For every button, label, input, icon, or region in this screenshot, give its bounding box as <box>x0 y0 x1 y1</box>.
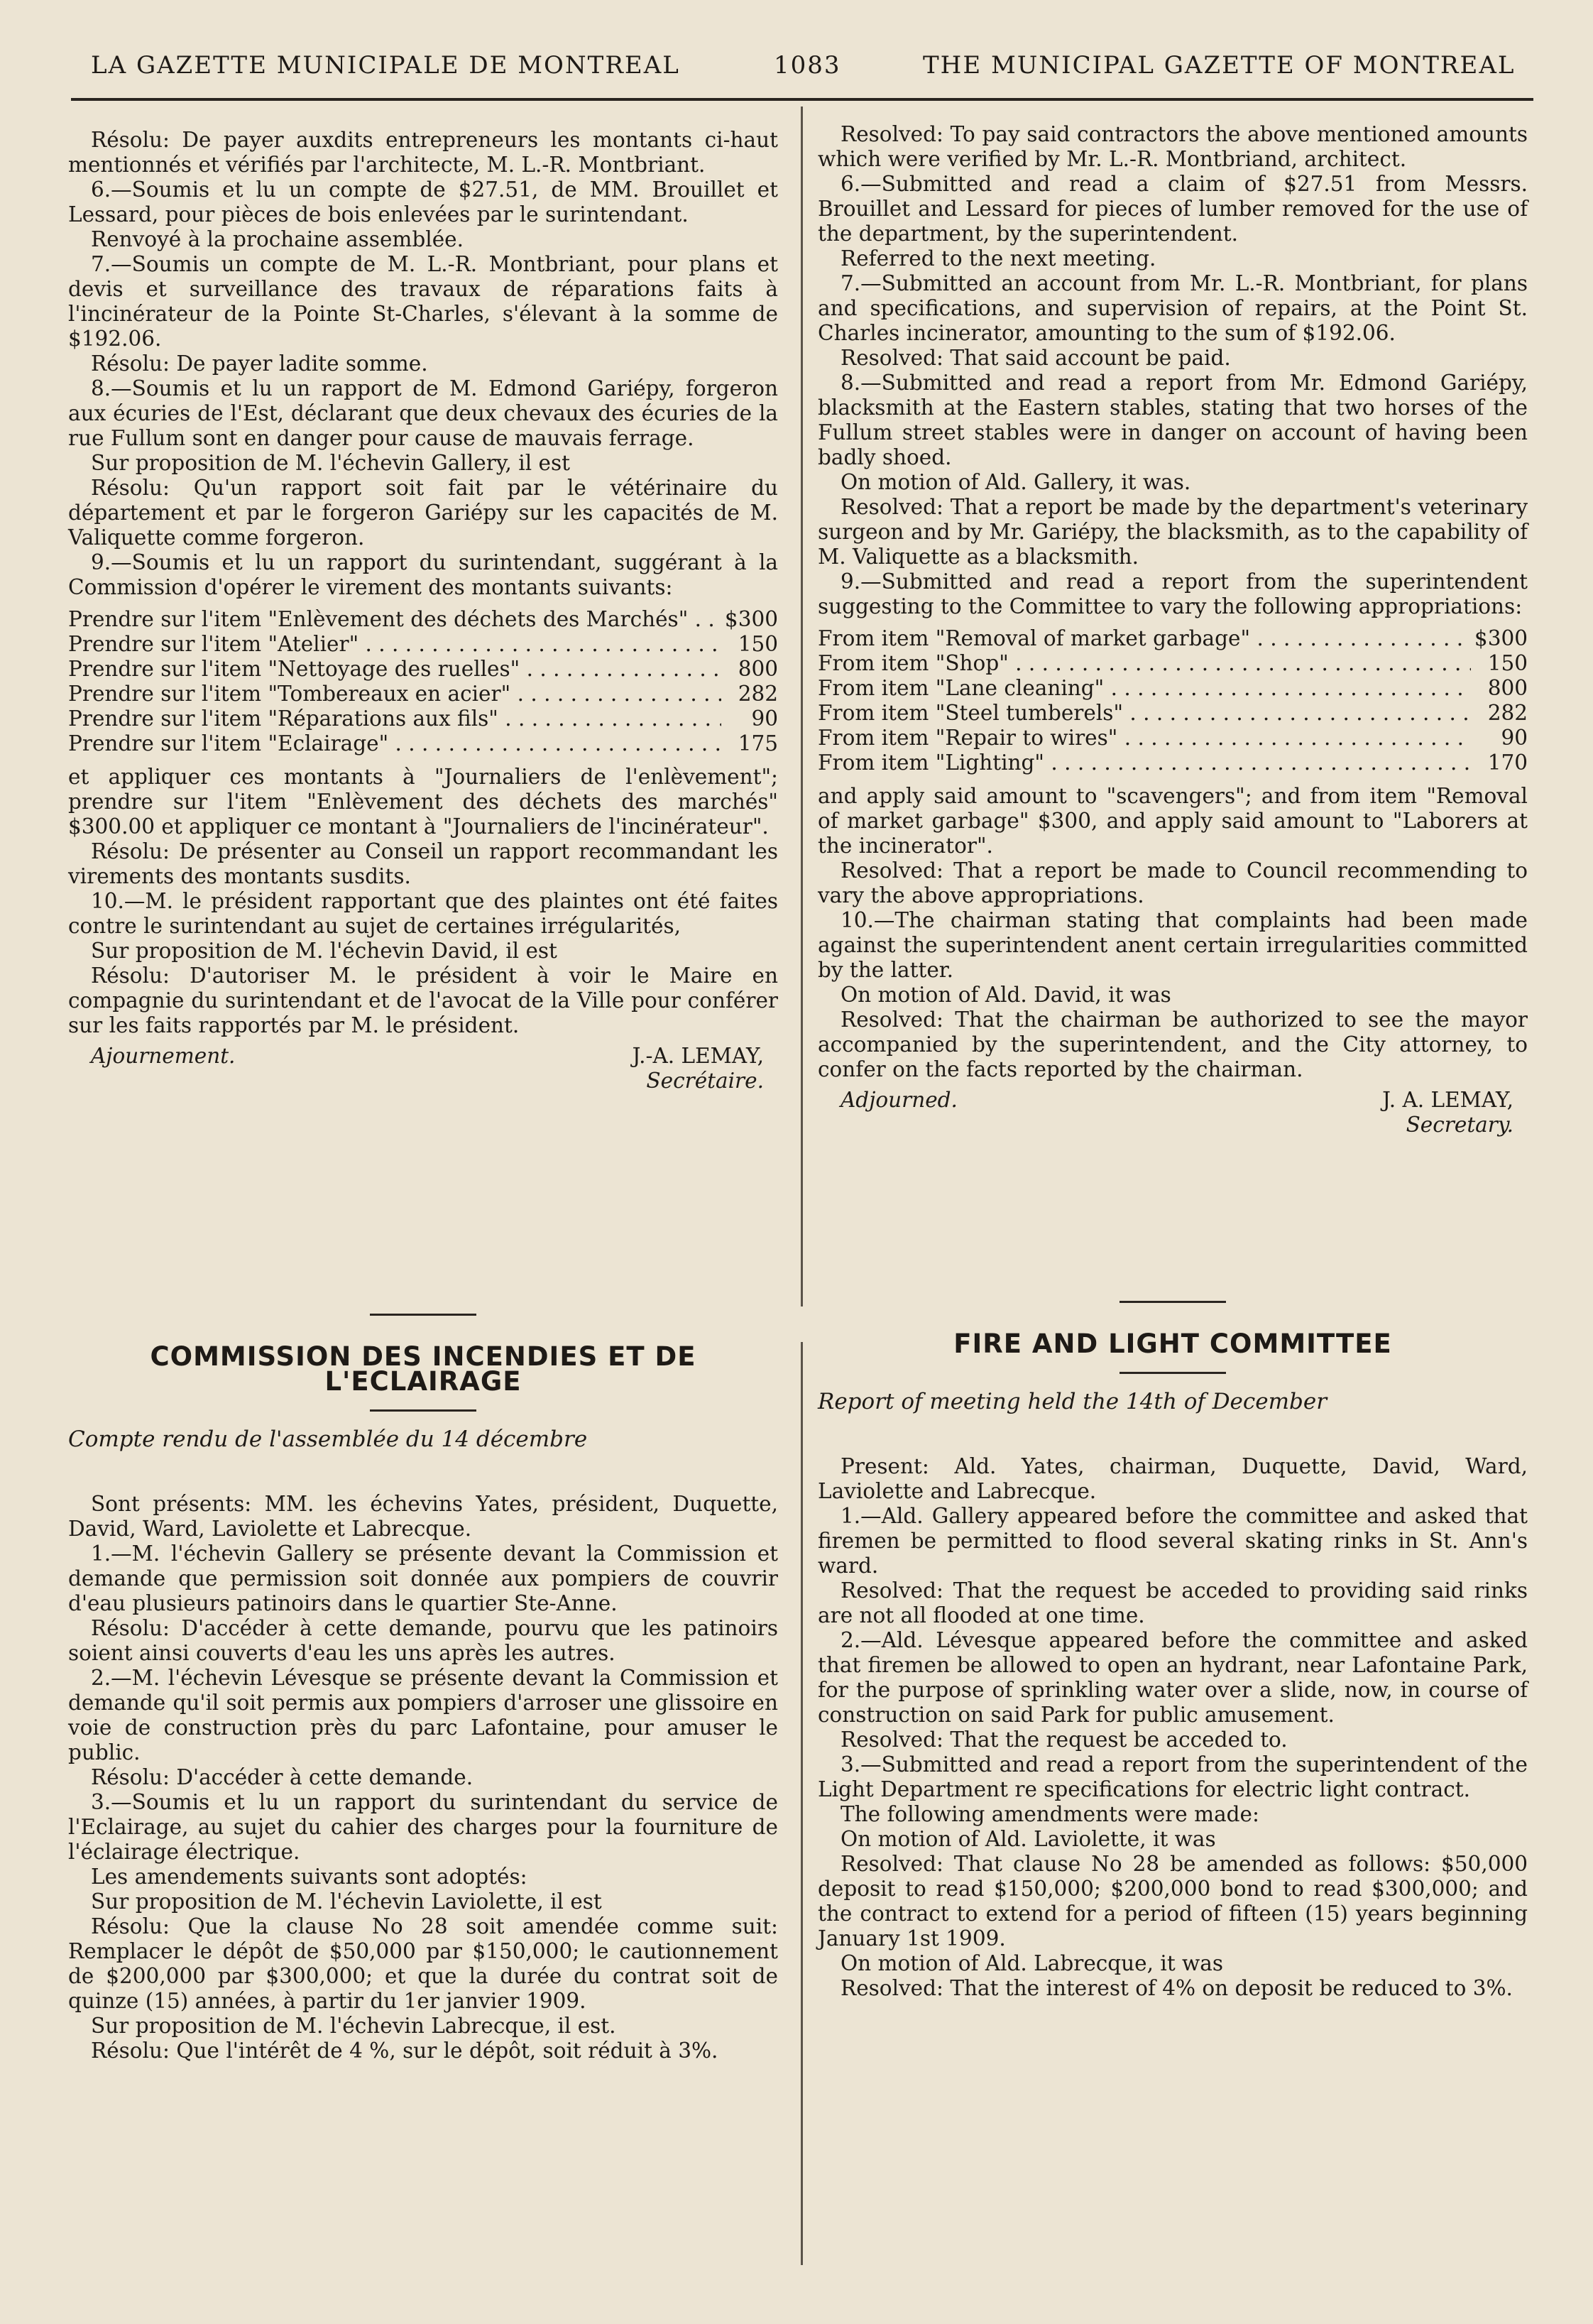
paragraph: 7.—Soumis un compte de M. L.-R. Montbriant, pour plans et devis et surveillance des travaux de réparations faits à l'incinérateur de la Pointe St-Charles, s'élevant à la somme de $192.06. <box>68 252 778 351</box>
list-item: Prendre sur l'item "Tombereaux en acier" . . . 282 <box>68 682 778 707</box>
closing-note: Ajournement. <box>91 1044 236 1068</box>
signature-block <box>68 1044 778 1093</box>
list-item: From item "Repair to wires" . . . 90 <box>818 726 1528 751</box>
list-item: Prendre sur l'item "Eclairage" . . . 175 <box>68 731 778 756</box>
paragraph: Résolu: De présenter au Conseil un rapport recommandant les virements des montants susdits. <box>68 839 778 888</box>
paragraph: 3.—Soumis et lu un rapport du surintendant du service de l'Eclairage, au sujet du cahier des charges pour la fourniture de l'éclairage électrique. <box>68 1790 778 1864</box>
paragraph: 9.—Submitted and read a report from the superintendent suggesting to the Committee to vary the following appropriations: <box>818 569 1528 618</box>
closing-note: Adjourned. <box>841 1088 958 1112</box>
signature-name: J. A. LEMAY, <box>1382 1088 1513 1112</box>
en-bottom-section <box>818 1301 1528 2001</box>
header-left-title: LA GAZETTE MUNICIPALE DE MONTREAL <box>91 51 680 80</box>
paragraph: Sur proposition de M. l'échevin Labrecque, il est. <box>91 2014 616 2038</box>
signature-title: Secrétaire. <box>646 1069 764 1093</box>
paragraph: Present: Ald. Yates, chairman, Duquette, David, Ward, Laviolette and Labrecque. <box>818 1454 1528 1503</box>
paragraph: Resolved: That a report be made by the department's veterinary surgeon and by Mr. Gariépy, the blacksmith, as to the capability of M. Valiquette as a blacksmith. <box>818 495 1528 569</box>
paragraph: 10.—M. le président rapportant que des plaintes ont été faites contre le surintendant au sujet de certaines irrégularités, <box>68 889 778 938</box>
paragraph: On motion of Ald. Labrecque, it was <box>841 1951 1224 1975</box>
list-item: From item "Steel tumberels" . . . 282 <box>818 701 1528 726</box>
section-divider <box>1120 1301 1226 1303</box>
header-rule <box>71 98 1533 101</box>
paragraph: The following amendments were made: <box>841 1802 1259 1826</box>
paragraph: Résolu: De payer ladite somme. <box>91 351 428 376</box>
paragraph: 9.—Soumis et lu un rapport du surintendant, suggérant à la Commission d'opérer le virement des montants suivants: <box>68 550 778 599</box>
paragraph: On motion of Ald. Laviolette, it was <box>841 1827 1216 1851</box>
paragraph: and apply said amount to "scavengers"; and from item "Removal of market garbage" $300, and apply said amount to "Laborers at the incinerator". <box>818 784 1528 858</box>
paragraph: Résolu: D'autoriser M. le président à voir le Maire en compagnie du surintendant et de l'avocat de la Ville pour conférer sur les faits rapportés par M. le président. <box>68 964 778 1037</box>
paragraph: 10.—The chairman stating that complaints had been made against the superintendent anent certain irregularities committed by the latter. <box>818 908 1528 982</box>
paragraph: 8.—Submitted and read a report from Mr. Edmond Gariépy, blacksmith at the Eastern stables, stating that two horses of the Fullum street stables were in danger on account of having been badly shoed. <box>818 371 1528 469</box>
list-item: From item "Shop" . . . 150 <box>818 651 1528 676</box>
paragraph: Resolved: That the request be acceded to providing said rinks are not all flooded at one time. <box>818 1578 1528 1627</box>
paragraph: Résolu: Que la clause No 28 soit amendée comme suit: Remplacer le dépôt de $50,000 par $150,000; le cautionnement de $200,000 par $300,000; et que la durée du contrat soit de quinze (15) années, à partir du 1er janvier 1909. <box>68 1914 778 2013</box>
paragraph: Resolved: That the interest of 4% on deposit be reduced to 3%. <box>841 1976 1513 2000</box>
paragraph: 7.—Submitted an account from Mr. L.-R. Montbriant, for plans and specifications, and supervision of repairs, at the Point St. Charles incinerator, amounting to the sum of $192.06. <box>818 271 1528 345</box>
list-item: Prendre sur l'item "Atelier" . . . 150 <box>68 632 778 657</box>
paragraph: 2.—M. l'échevin Lévesque se présente devant la Commission et demande qu'il soit permis aux pompiers d'arroser une glissoire en voie de construction près du parc Lafontaine, pour amuser le public. <box>68 1666 778 1764</box>
paragraph: Les amendements suivants sont adoptés: <box>91 1865 527 1889</box>
paragraph: Résolu: D'accéder à cette demande, pourvu que les patinoirs soient ainsi couverts d'eau les uns après les autres. <box>68 1616 778 1665</box>
paragraph: On motion of Ald. David, it was <box>841 983 1171 1007</box>
section-divider <box>1120 1372 1226 1374</box>
paragraph: Résolu: Qu'un rapport soit fait par le vétérinaire du département et par le forgeron Gariépy sur les capacités de M. Valiquette comme forgeron. <box>68 476 778 550</box>
section-divider <box>370 1314 476 1316</box>
section-subtitle: Compte rendu de l'assemblée du 14 décembre <box>68 1426 588 1452</box>
list-item: From item "Lane cleaning" . . . 800 <box>818 676 1528 701</box>
paragraph: Résolu: D'accéder à cette demande. <box>91 1765 473 1789</box>
paragraph: Resolved: To pay said contractors the above mentioned amounts which were verified by Mr. L.-R. Montbriand, architect. <box>818 122 1528 171</box>
paragraph: Resolved: That a report be made to Council recommending to vary the above appropriations. <box>818 858 1528 907</box>
section-subtitle: Report of meeting held the 14th of December <box>818 1389 1328 1414</box>
column-divider-bottom <box>801 1342 803 2265</box>
paragraph: 1.—M. l'échevin Gallery se présente devant la Commission et demande que permission soit donnée aux pompiers de couvrir d'eau plusieurs patinoirs dans le quartier Ste-Anne. <box>68 1542 778 1615</box>
paragraph: et appliquer ces montants à "Journaliers de l'enlèvement"; prendre sur l'item "Enlèvement des déchets des marchés" $300.00 et appliquer ce montant à "Journaliers de l'incinérateur". <box>68 765 778 839</box>
fr-top-section <box>68 128 778 1093</box>
list-item: Prendre sur l'item "Réparations aux fils" . . . 90 <box>68 707 778 731</box>
list-item: Prendre sur l'item "Enlèvement des déchets des Marchés" . . . $300 <box>68 607 778 632</box>
paragraph: 6.—Soumis et lu un compte de $27.51, de MM. Brouillet et Lessard, pour pièces de bois enlevées par le surintendant. <box>68 178 778 227</box>
signature-block <box>818 1088 1528 1138</box>
list-item: From item "Lighting" . . . 170 <box>818 751 1528 775</box>
paragraph: 1.—Ald. Gallery appeared before the committee and asked that firemen be permitted to flood several skating rinks in St. Ann's ward. <box>818 1504 1528 1578</box>
paragraph: Résolu: Que l'intérêt de 4 %, sur le dépôt, soit réduit à 3%. <box>91 2039 718 2063</box>
section-title: FIRE AND LIGHT COMMITTEE <box>953 1329 1392 1359</box>
list-item: Prendre sur l'item "Nettoyage des ruelles" . . . 800 <box>68 657 778 682</box>
page-number: 1083 <box>774 51 841 80</box>
signature-title: Secretary. <box>1406 1113 1513 1137</box>
paragraph: Sur proposition de M. l'échevin David, il est <box>91 939 557 963</box>
column-divider-top <box>801 107 803 1306</box>
paragraph: Resolved: That the request be acceded to. <box>841 1728 1288 1752</box>
paragraph: 2.—Ald. Lévesque appeared before the committee and asked that firemen be allowed to open an hydrant, near Lafontaine Park, for the purpose of sprinkling water over a slide, now, in course of construction on said Park for public amusement. <box>818 1628 1528 1727</box>
appropriation-list <box>68 607 778 756</box>
en-top-section <box>818 122 1528 1138</box>
paragraph: Referred to the next meeting. <box>841 246 1156 271</box>
paragraph: Résolu: De payer auxdits entrepreneurs les montants ci-haut mentionnés et vérifiés par l'architecte, M. L.-R. Montbriant. <box>68 128 778 177</box>
section-divider <box>370 1409 476 1412</box>
signature-name: J.-A. LEMAY, <box>632 1044 764 1068</box>
list-item: From item "Removal of market garbage" . . . $300 <box>818 626 1528 651</box>
paragraph: Resolved: That said account be paid. <box>841 346 1231 370</box>
paragraph: Sont présents: MM. les échevins Yates, président, Duquette, David, Ward, Laviolette et Labrecque. <box>68 1492 778 1541</box>
paragraph: Sur proposition de M. l'échevin Laviolette, il est <box>91 1889 602 1914</box>
paragraph: 8.—Soumis et lu un rapport de M. Edmond Gariépy, forgeron aux écuries de l'Est, déclarant que deux chevaux des écuries de la rue Fullum sont en danger pour cause de mauvais ferrage. <box>68 376 778 450</box>
header-right-title: THE MUNICIPAL GAZETTE OF MONTREAL <box>923 51 1516 80</box>
paragraph: On motion of Ald. Gallery, it was. <box>841 470 1191 494</box>
paragraph: 3.—Submitted and read a report from the superintendent of the Light Department re specifications for electric light contract. <box>818 1752 1528 1801</box>
section-title: COMMISSION DES INCENDIES ET DE L'ECLAIRAGE <box>150 1341 696 1397</box>
paragraph: Resolved: That the chairman be authorized to see the mayor accompanied by the superintendent, and the City attorney, to confer on the facts reported by the chairman. <box>818 1008 1528 1081</box>
fr-bottom-section <box>68 1314 778 2063</box>
paragraph: Renvoyé à la prochaine assemblée. <box>91 227 464 251</box>
paragraph: Resolved: That clause No 28 be amended as follows: $50,000 deposit to read $150,000; $200,000 bond to read $300,000; and the contract to extend for a period of fifteen (15) years beginning January 1st 1909. <box>818 1852 1528 1951</box>
appropriation-list <box>818 626 1528 775</box>
paragraph: 6.—Submitted and read a claim of $27.51 from Messrs. Brouillet and Lessard for pieces of lumber removed for the use of the department, by the superintendent. <box>818 172 1528 246</box>
paragraph: Sur proposition de M. l'échevin Gallery, il est <box>91 451 570 475</box>
